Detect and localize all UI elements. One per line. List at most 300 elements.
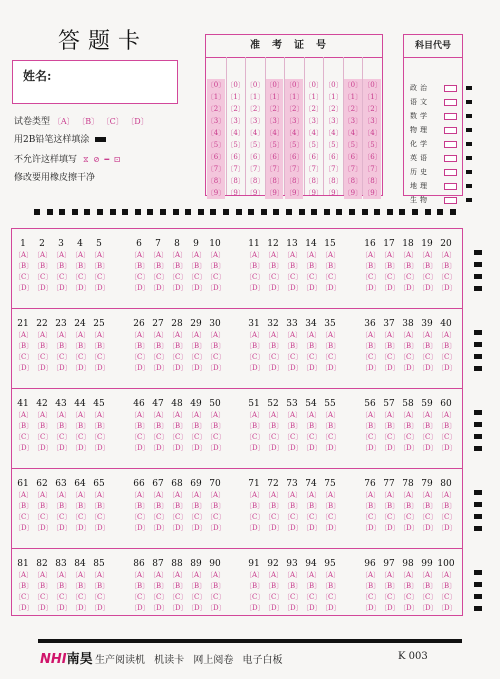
answer-bubble[interactable]: 〔D〕 (245, 444, 265, 452)
exam-id-digit[interactable]: 〔8〕 (343, 177, 363, 185)
answer-bubble[interactable]: 〔C〕 (33, 273, 53, 281)
exam-id-digit[interactable]: 〔6〕 (324, 153, 343, 161)
answer-bubble[interactable]: 〔D〕 (14, 524, 34, 532)
answer-bubble[interactable]: 〔A〕 (52, 491, 72, 499)
answer-bubble[interactable]: 〔B〕 (302, 262, 322, 270)
exam-id-digit[interactable]: 〔6〕 (304, 153, 324, 161)
answer-bubble[interactable]: 〔C〕 (418, 273, 438, 281)
answer-bubble[interactable]: 〔C〕 (264, 353, 284, 361)
answer-bubble[interactable]: 〔C〕 (437, 353, 457, 361)
answer-bubble[interactable]: 〔C〕 (149, 273, 169, 281)
answer-bubble[interactable]: 〔D〕 (33, 604, 53, 612)
exam-id-digit[interactable]: 〔7〕 (304, 165, 324, 173)
answer-bubble[interactable]: 〔C〕 (399, 433, 419, 441)
answer-bubble[interactable]: 〔A〕 (399, 331, 419, 339)
answer-bubble[interactable]: 〔A〕 (206, 491, 226, 499)
answer-bubble[interactable]: 〔B〕 (361, 582, 381, 590)
answer-bubble[interactable]: 〔B〕 (437, 262, 457, 270)
answer-bubble[interactable]: 〔A〕 (33, 411, 53, 419)
answer-bubble[interactable]: 〔D〕 (245, 524, 265, 532)
exam-id-digit[interactable]: 〔5〕 (285, 141, 304, 149)
answer-bubble[interactable]: 〔D〕 (321, 444, 341, 452)
answer-bubble[interactable]: 〔A〕 (321, 411, 341, 419)
answer-bubble[interactable]: 〔C〕 (187, 433, 207, 441)
answer-bubble[interactable]: 〔B〕 (245, 502, 265, 510)
exam-id-digit[interactable]: 〔1〕 (206, 93, 226, 101)
answer-bubble[interactable]: 〔A〕 (71, 251, 91, 259)
exam-id-column[interactable] (305, 79, 323, 199)
answer-bubble[interactable]: 〔D〕 (302, 444, 322, 452)
answer-bubble[interactable]: 〔A〕 (168, 331, 188, 339)
answer-bubble[interactable]: 〔A〕 (206, 331, 226, 339)
answer-bubble[interactable]: 〔A〕 (130, 331, 150, 339)
answer-bubble[interactable]: 〔A〕 (33, 571, 53, 579)
exam-id-digit[interactable]: 〔4〕 (226, 129, 245, 137)
answer-bubble[interactable]: 〔B〕 (33, 502, 53, 510)
answer-bubble[interactable]: 〔A〕 (90, 331, 110, 339)
answer-bubble[interactable]: 〔C〕 (90, 433, 110, 441)
exam-id-digit[interactable]: 〔3〕 (206, 117, 226, 125)
answer-bubble[interactable]: 〔C〕 (90, 353, 110, 361)
answer-bubble[interactable]: 〔D〕 (361, 284, 381, 292)
answer-bubble[interactable]: 〔A〕 (149, 411, 169, 419)
answer-bubble[interactable]: 〔C〕 (361, 593, 381, 601)
answer-bubble[interactable]: 〔C〕 (302, 593, 322, 601)
answer-bubble[interactable]: 〔D〕 (187, 444, 207, 452)
answer-bubble[interactable]: 〔B〕 (130, 262, 150, 270)
answer-bubble[interactable]: 〔C〕 (187, 353, 207, 361)
subject-item[interactable] (410, 83, 430, 93)
answer-bubble[interactable]: 〔B〕 (90, 582, 110, 590)
answer-bubble[interactable]: 〔B〕 (206, 582, 226, 590)
exam-id-digit[interactable]: 〔7〕 (343, 165, 363, 173)
answer-bubble[interactable]: 〔B〕 (321, 342, 341, 350)
answer-bubble[interactable]: 〔C〕 (71, 433, 91, 441)
exam-id-digit[interactable]: 〔1〕 (265, 93, 284, 101)
answer-bubble[interactable]: 〔D〕 (168, 524, 188, 532)
answer-bubble[interactable]: 〔A〕 (33, 491, 53, 499)
answer-bubble[interactable]: 〔D〕 (437, 364, 457, 372)
answer-bubble[interactable]: 〔D〕 (206, 524, 226, 532)
exam-id-digit[interactable]: 〔0〕 (245, 81, 265, 89)
answer-bubble[interactable]: 〔C〕 (71, 593, 91, 601)
answer-bubble[interactable]: 〔A〕 (283, 331, 303, 339)
exam-id-column[interactable] (246, 79, 264, 199)
answer-bubble[interactable]: 〔B〕 (90, 502, 110, 510)
answer-bubble[interactable]: 〔B〕 (33, 342, 53, 350)
exam-id-digit[interactable]: 〔8〕 (265, 177, 284, 185)
answer-bubble[interactable]: 〔A〕 (14, 411, 34, 419)
answer-bubble[interactable]: 〔C〕 (437, 513, 457, 521)
answer-bubble[interactable]: 〔C〕 (90, 593, 110, 601)
answer-bubble[interactable]: 〔D〕 (399, 444, 419, 452)
answer-bubble[interactable]: 〔B〕 (33, 262, 53, 270)
answer-bubble[interactable]: 〔A〕 (399, 491, 419, 499)
answer-bubble[interactable]: 〔C〕 (130, 593, 150, 601)
answer-bubble[interactable]: 〔B〕 (187, 262, 207, 270)
answer-bubble[interactable]: 〔B〕 (168, 422, 188, 430)
answer-bubble[interactable]: 〔D〕 (321, 604, 341, 612)
answer-bubble[interactable]: 〔B〕 (399, 342, 419, 350)
answer-bubble[interactable]: 〔C〕 (264, 593, 284, 601)
subject-bubble[interactable] (444, 169, 457, 176)
exam-id-digit[interactable]: 〔8〕 (285, 177, 304, 185)
answer-bubble[interactable]: 〔D〕 (90, 604, 110, 612)
answer-bubble[interactable]: 〔C〕 (264, 513, 284, 521)
answer-bubble[interactable]: 〔A〕 (52, 571, 72, 579)
subject-item[interactable] (410, 167, 430, 177)
answer-bubble[interactable]: 〔A〕 (90, 491, 110, 499)
answer-bubble[interactable]: 〔D〕 (14, 604, 34, 612)
answer-bubble[interactable]: 〔D〕 (321, 524, 341, 532)
answer-bubble[interactable]: 〔B〕 (14, 262, 34, 270)
answer-bubble[interactable]: 〔D〕 (130, 284, 150, 292)
answer-bubble[interactable]: 〔C〕 (321, 513, 341, 521)
exam-id-digit[interactable]: 〔6〕 (343, 153, 363, 161)
exam-id-digit[interactable]: 〔5〕 (265, 141, 284, 149)
answer-bubble[interactable]: 〔A〕 (283, 251, 303, 259)
answer-bubble[interactable]: 〔C〕 (14, 353, 34, 361)
answer-bubble[interactable]: 〔C〕 (302, 273, 322, 281)
answer-bubble[interactable]: 〔D〕 (245, 284, 265, 292)
answer-bubble[interactable]: 〔D〕 (283, 524, 303, 532)
answer-bubble[interactable]: 〔D〕 (130, 604, 150, 612)
answer-bubble[interactable]: 〔C〕 (33, 513, 53, 521)
answer-bubble[interactable]: 〔C〕 (206, 353, 226, 361)
answer-bubble[interactable]: 〔A〕 (399, 411, 419, 419)
answer-bubble[interactable]: 〔C〕 (399, 513, 419, 521)
answer-bubble[interactable]: 〔A〕 (168, 251, 188, 259)
answer-bubble[interactable]: 〔A〕 (418, 571, 438, 579)
answer-bubble[interactable]: 〔D〕 (437, 284, 457, 292)
answer-bubble[interactable]: 〔D〕 (399, 524, 419, 532)
exam-id-digit[interactable]: 〔7〕 (285, 165, 304, 173)
answer-bubble[interactable]: 〔A〕 (437, 251, 457, 259)
answer-bubble[interactable]: 〔D〕 (361, 524, 381, 532)
exam-id-digit[interactable]: 〔8〕 (363, 177, 382, 185)
exam-id-digit[interactable]: 〔1〕 (226, 93, 245, 101)
exam-id-digit[interactable]: 〔5〕 (363, 141, 382, 149)
answer-bubble[interactable]: 〔A〕 (361, 331, 381, 339)
answer-bubble[interactable]: 〔A〕 (245, 491, 265, 499)
exam-id-digit[interactable]: 〔2〕 (304, 105, 324, 113)
answer-bubble[interactable]: 〔D〕 (187, 284, 207, 292)
answer-bubble[interactable]: 〔C〕 (245, 593, 265, 601)
name-field[interactable] (12, 60, 178, 104)
answer-bubble[interactable]: 〔D〕 (321, 364, 341, 372)
answer-bubble[interactable]: 〔B〕 (302, 502, 322, 510)
answer-bubble[interactable]: 〔D〕 (71, 604, 91, 612)
answer-bubble[interactable]: 〔A〕 (302, 411, 322, 419)
answer-bubble[interactable]: 〔D〕 (33, 284, 53, 292)
answer-bubble[interactable]: 〔A〕 (14, 331, 34, 339)
answer-bubble[interactable]: 〔D〕 (437, 444, 457, 452)
answer-bubble[interactable]: 〔B〕 (283, 582, 303, 590)
answer-bubble[interactable]: 〔D〕 (149, 444, 169, 452)
exam-id-digit[interactable]: 〔7〕 (206, 165, 226, 173)
subject-item[interactable] (410, 181, 430, 191)
answer-bubble[interactable]: 〔C〕 (264, 273, 284, 281)
answer-bubble[interactable]: 〔B〕 (264, 342, 284, 350)
exam-id-digit[interactable]: 〔4〕 (363, 129, 382, 137)
answer-bubble[interactable]: 〔B〕 (380, 342, 400, 350)
exam-id-column[interactable] (363, 79, 381, 199)
answer-bubble[interactable]: 〔D〕 (71, 444, 91, 452)
answer-bubble[interactable]: 〔B〕 (245, 342, 265, 350)
answer-bubble[interactable]: 〔B〕 (187, 342, 207, 350)
answer-bubble[interactable]: 〔C〕 (380, 433, 400, 441)
answer-bubble[interactable]: 〔D〕 (168, 444, 188, 452)
answer-bubble[interactable]: 〔A〕 (90, 251, 110, 259)
exam-id-digit[interactable]: 〔1〕 (343, 93, 363, 101)
exam-id-digit[interactable]: 〔6〕 (226, 153, 245, 161)
exam-id-digit[interactable]: 〔6〕 (363, 153, 382, 161)
subject-bubble[interactable] (444, 127, 457, 134)
answer-bubble[interactable]: 〔A〕 (33, 331, 53, 339)
answer-bubble[interactable]: 〔B〕 (149, 582, 169, 590)
answer-bubble[interactable]: 〔B〕 (130, 502, 150, 510)
answer-bubble[interactable]: 〔A〕 (168, 571, 188, 579)
answer-bubble[interactable]: 〔D〕 (187, 604, 207, 612)
answer-bubble[interactable]: 〔D〕 (245, 364, 265, 372)
answer-bubble[interactable]: 〔A〕 (71, 571, 91, 579)
answer-bubble[interactable]: 〔B〕 (264, 422, 284, 430)
exam-id-digit[interactable]: 〔4〕 (245, 129, 265, 137)
answer-bubble[interactable]: 〔B〕 (149, 262, 169, 270)
answer-bubble[interactable]: 〔A〕 (321, 491, 341, 499)
exam-id-digit[interactable]: 〔9〕 (285, 189, 304, 197)
answer-bubble[interactable]: 〔D〕 (399, 284, 419, 292)
answer-bubble[interactable]: 〔B〕 (168, 262, 188, 270)
exam-id-digit[interactable]: 〔9〕 (324, 189, 343, 197)
subject-bubble[interactable] (444, 85, 457, 92)
subject-bubble[interactable] (444, 155, 457, 162)
answer-bubble[interactable]: 〔B〕 (245, 262, 265, 270)
answer-bubble[interactable]: 〔B〕 (361, 342, 381, 350)
answer-bubble[interactable]: 〔D〕 (283, 364, 303, 372)
answer-bubble[interactable]: 〔D〕 (418, 524, 438, 532)
exam-id-digit[interactable]: 〔2〕 (343, 105, 363, 113)
exam-id-digit[interactable]: 〔3〕 (226, 117, 245, 125)
subject-item[interactable] (410, 153, 430, 163)
answer-bubble[interactable]: 〔C〕 (245, 433, 265, 441)
answer-bubble[interactable]: 〔C〕 (302, 353, 322, 361)
answer-bubble[interactable]: 〔B〕 (33, 422, 53, 430)
answer-bubble[interactable]: 〔A〕 (245, 331, 265, 339)
exam-id-digit[interactable]: 〔2〕 (265, 105, 284, 113)
answer-bubble[interactable]: 〔C〕 (149, 593, 169, 601)
subject-bubble[interactable] (444, 113, 457, 120)
answer-bubble[interactable]: 〔B〕 (90, 342, 110, 350)
answer-bubble[interactable]: 〔B〕 (361, 422, 381, 430)
answer-bubble[interactable]: 〔B〕 (321, 262, 341, 270)
answer-bubble[interactable]: 〔C〕 (71, 353, 91, 361)
answer-bubble[interactable]: 〔C〕 (399, 273, 419, 281)
exam-id-digit[interactable]: 〔7〕 (363, 165, 382, 173)
answer-bubble[interactable]: 〔A〕 (130, 411, 150, 419)
answer-bubble[interactable]: 〔B〕 (149, 502, 169, 510)
answer-bubble[interactable]: 〔B〕 (302, 582, 322, 590)
answer-bubble[interactable]: 〔D〕 (90, 524, 110, 532)
answer-bubble[interactable]: 〔C〕 (52, 593, 72, 601)
answer-bubble[interactable]: 〔D〕 (71, 284, 91, 292)
answer-bubble[interactable]: 〔B〕 (71, 342, 91, 350)
exam-id-digit[interactable]: 〔6〕 (206, 153, 226, 161)
answer-bubble[interactable]: 〔D〕 (418, 284, 438, 292)
answer-bubble[interactable]: 〔B〕 (361, 502, 381, 510)
answer-bubble[interactable]: 〔A〕 (130, 571, 150, 579)
exam-id-digit[interactable]: 〔5〕 (304, 141, 324, 149)
answer-bubble[interactable]: 〔D〕 (187, 524, 207, 532)
answer-bubble[interactable]: 〔C〕 (52, 353, 72, 361)
exam-id-digit[interactable]: 〔4〕 (285, 129, 304, 137)
exam-id-digit[interactable]: 〔2〕 (324, 105, 343, 113)
answer-bubble[interactable]: 〔C〕 (321, 273, 341, 281)
answer-bubble[interactable]: 〔A〕 (187, 331, 207, 339)
answer-bubble[interactable]: 〔C〕 (52, 273, 72, 281)
answer-bubble[interactable]: 〔C〕 (380, 513, 400, 521)
subject-bubble[interactable] (444, 99, 457, 106)
answer-bubble[interactable]: 〔A〕 (187, 251, 207, 259)
answer-bubble[interactable]: 〔C〕 (130, 353, 150, 361)
answer-bubble[interactable]: 〔A〕 (168, 411, 188, 419)
answer-bubble[interactable]: 〔A〕 (206, 411, 226, 419)
exam-id-digit[interactable]: 〔4〕 (304, 129, 324, 137)
answer-bubble[interactable]: 〔C〕 (168, 353, 188, 361)
answer-bubble[interactable]: 〔B〕 (418, 502, 438, 510)
answer-bubble[interactable]: 〔D〕 (264, 364, 284, 372)
exam-id-digit[interactable]: 〔5〕 (226, 141, 245, 149)
answer-bubble[interactable]: 〔A〕 (264, 411, 284, 419)
exam-id-digit[interactable]: 〔7〕 (265, 165, 284, 173)
answer-bubble[interactable]: 〔B〕 (206, 502, 226, 510)
answer-bubble[interactable]: 〔A〕 (321, 251, 341, 259)
answer-bubble[interactable]: 〔C〕 (149, 433, 169, 441)
exam-id-digit[interactable]: 〔2〕 (206, 105, 226, 113)
answer-bubble[interactable]: 〔C〕 (437, 593, 457, 601)
answer-bubble[interactable]: 〔C〕 (418, 433, 438, 441)
answer-bubble[interactable]: 〔D〕 (71, 524, 91, 532)
exam-id-digit[interactable]: 〔8〕 (304, 177, 324, 185)
exam-id-digit[interactable]: 〔8〕 (245, 177, 265, 185)
answer-bubble[interactable]: 〔C〕 (264, 433, 284, 441)
answer-bubble[interactable]: 〔B〕 (437, 502, 457, 510)
answer-bubble[interactable]: 〔C〕 (90, 273, 110, 281)
answer-bubble[interactable]: 〔C〕 (437, 433, 457, 441)
subject-item[interactable] (410, 195, 430, 205)
answer-bubble[interactable]: 〔B〕 (130, 342, 150, 350)
exam-id-digit[interactable]: 〔0〕 (304, 81, 324, 89)
answer-bubble[interactable]: 〔B〕 (71, 422, 91, 430)
answer-bubble[interactable]: 〔B〕 (52, 262, 72, 270)
answer-bubble[interactable]: 〔B〕 (380, 422, 400, 430)
answer-bubble[interactable]: 〔B〕 (71, 582, 91, 590)
answer-bubble[interactable]: 〔D〕 (52, 524, 72, 532)
answer-bubble[interactable]: 〔D〕 (302, 604, 322, 612)
answer-bubble[interactable]: 〔A〕 (33, 251, 53, 259)
answer-bubble[interactable]: 〔A〕 (52, 251, 72, 259)
answer-bubble[interactable]: 〔D〕 (33, 524, 53, 532)
answer-bubble[interactable]: 〔D〕 (52, 444, 72, 452)
exam-id-column[interactable] (285, 79, 303, 199)
answer-bubble[interactable]: 〔B〕 (52, 342, 72, 350)
answer-bubble[interactable]: 〔C〕 (187, 593, 207, 601)
subject-item[interactable] (410, 97, 430, 107)
answer-bubble[interactable]: 〔A〕 (168, 491, 188, 499)
answer-bubble[interactable]: 〔A〕 (302, 331, 322, 339)
answer-bubble[interactable]: 〔D〕 (437, 524, 457, 532)
answer-bubble[interactable]: 〔D〕 (418, 444, 438, 452)
answer-bubble[interactable]: 〔C〕 (168, 433, 188, 441)
answer-bubble[interactable]: 〔C〕 (206, 273, 226, 281)
answer-bubble[interactable]: 〔B〕 (168, 502, 188, 510)
exam-id-column[interactable] (344, 79, 362, 199)
answer-bubble[interactable]: 〔A〕 (437, 331, 457, 339)
answer-bubble[interactable]: 〔D〕 (33, 444, 53, 452)
subject-item[interactable] (410, 125, 430, 135)
subject-item[interactable] (410, 111, 430, 121)
answer-bubble[interactable]: 〔A〕 (283, 491, 303, 499)
answer-bubble[interactable]: 〔C〕 (149, 513, 169, 521)
answer-bubble[interactable]: 〔C〕 (14, 513, 34, 521)
answer-bubble[interactable]: 〔C〕 (130, 273, 150, 281)
exam-id-digit[interactable]: 〔6〕 (285, 153, 304, 161)
answer-bubble[interactable]: 〔D〕 (418, 364, 438, 372)
exam-id-digit[interactable]: 〔4〕 (343, 129, 363, 137)
exam-id-digit[interactable]: 〔9〕 (265, 189, 284, 197)
exam-id-digit[interactable]: 〔5〕 (324, 141, 343, 149)
answer-bubble[interactable]: 〔D〕 (321, 284, 341, 292)
answer-bubble[interactable]: 〔A〕 (187, 411, 207, 419)
answer-bubble[interactable]: 〔C〕 (14, 273, 34, 281)
answer-bubble[interactable]: 〔D〕 (14, 364, 34, 372)
answer-bubble[interactable]: 〔B〕 (264, 502, 284, 510)
answer-bubble[interactable]: 〔A〕 (399, 571, 419, 579)
exam-id-digit[interactable]: 〔1〕 (304, 93, 324, 101)
answer-bubble[interactable]: 〔C〕 (361, 353, 381, 361)
answer-bubble[interactable]: 〔A〕 (418, 251, 438, 259)
answer-bubble[interactable]: 〔B〕 (399, 582, 419, 590)
answer-bubble[interactable]: 〔A〕 (283, 571, 303, 579)
answer-bubble[interactable]: 〔C〕 (361, 513, 381, 521)
answer-bubble[interactable]: 〔A〕 (187, 571, 207, 579)
answer-bubble[interactable]: 〔D〕 (149, 524, 169, 532)
answer-bubble[interactable]: 〔D〕 (168, 284, 188, 292)
answer-bubble[interactable]: 〔B〕 (52, 422, 72, 430)
answer-bubble[interactable]: 〔D〕 (90, 364, 110, 372)
answer-bubble[interactable]: 〔C〕 (14, 593, 34, 601)
answer-bubble[interactable]: 〔C〕 (168, 593, 188, 601)
answer-bubble[interactable]: 〔D〕 (302, 364, 322, 372)
answer-bubble[interactable]: 〔A〕 (14, 571, 34, 579)
answer-bubble[interactable]: 〔B〕 (168, 342, 188, 350)
answer-bubble[interactable]: 〔B〕 (399, 262, 419, 270)
answer-bubble[interactable]: 〔D〕 (90, 284, 110, 292)
answer-bubble[interactable]: 〔C〕 (283, 273, 303, 281)
exam-id-digit[interactable]: 〔1〕 (285, 93, 304, 101)
exam-id-digit[interactable]: 〔9〕 (226, 189, 245, 197)
answer-bubble[interactable]: 〔C〕 (283, 433, 303, 441)
answer-bubble[interactable]: 〔C〕 (33, 593, 53, 601)
exam-id-digit[interactable]: 〔0〕 (285, 81, 304, 89)
answer-bubble[interactable]: 〔B〕 (168, 582, 188, 590)
answer-bubble[interactable]: 〔C〕 (149, 353, 169, 361)
exam-id-digit[interactable]: 〔8〕 (324, 177, 343, 185)
answer-bubble[interactable]: 〔D〕 (380, 524, 400, 532)
answer-bubble[interactable]: 〔B〕 (245, 422, 265, 430)
paper-type-options[interactable]: 〔A〕 〔B〕 〔C〕 〔D〕 (52, 117, 149, 126)
answer-bubble[interactable]: 〔C〕 (283, 593, 303, 601)
